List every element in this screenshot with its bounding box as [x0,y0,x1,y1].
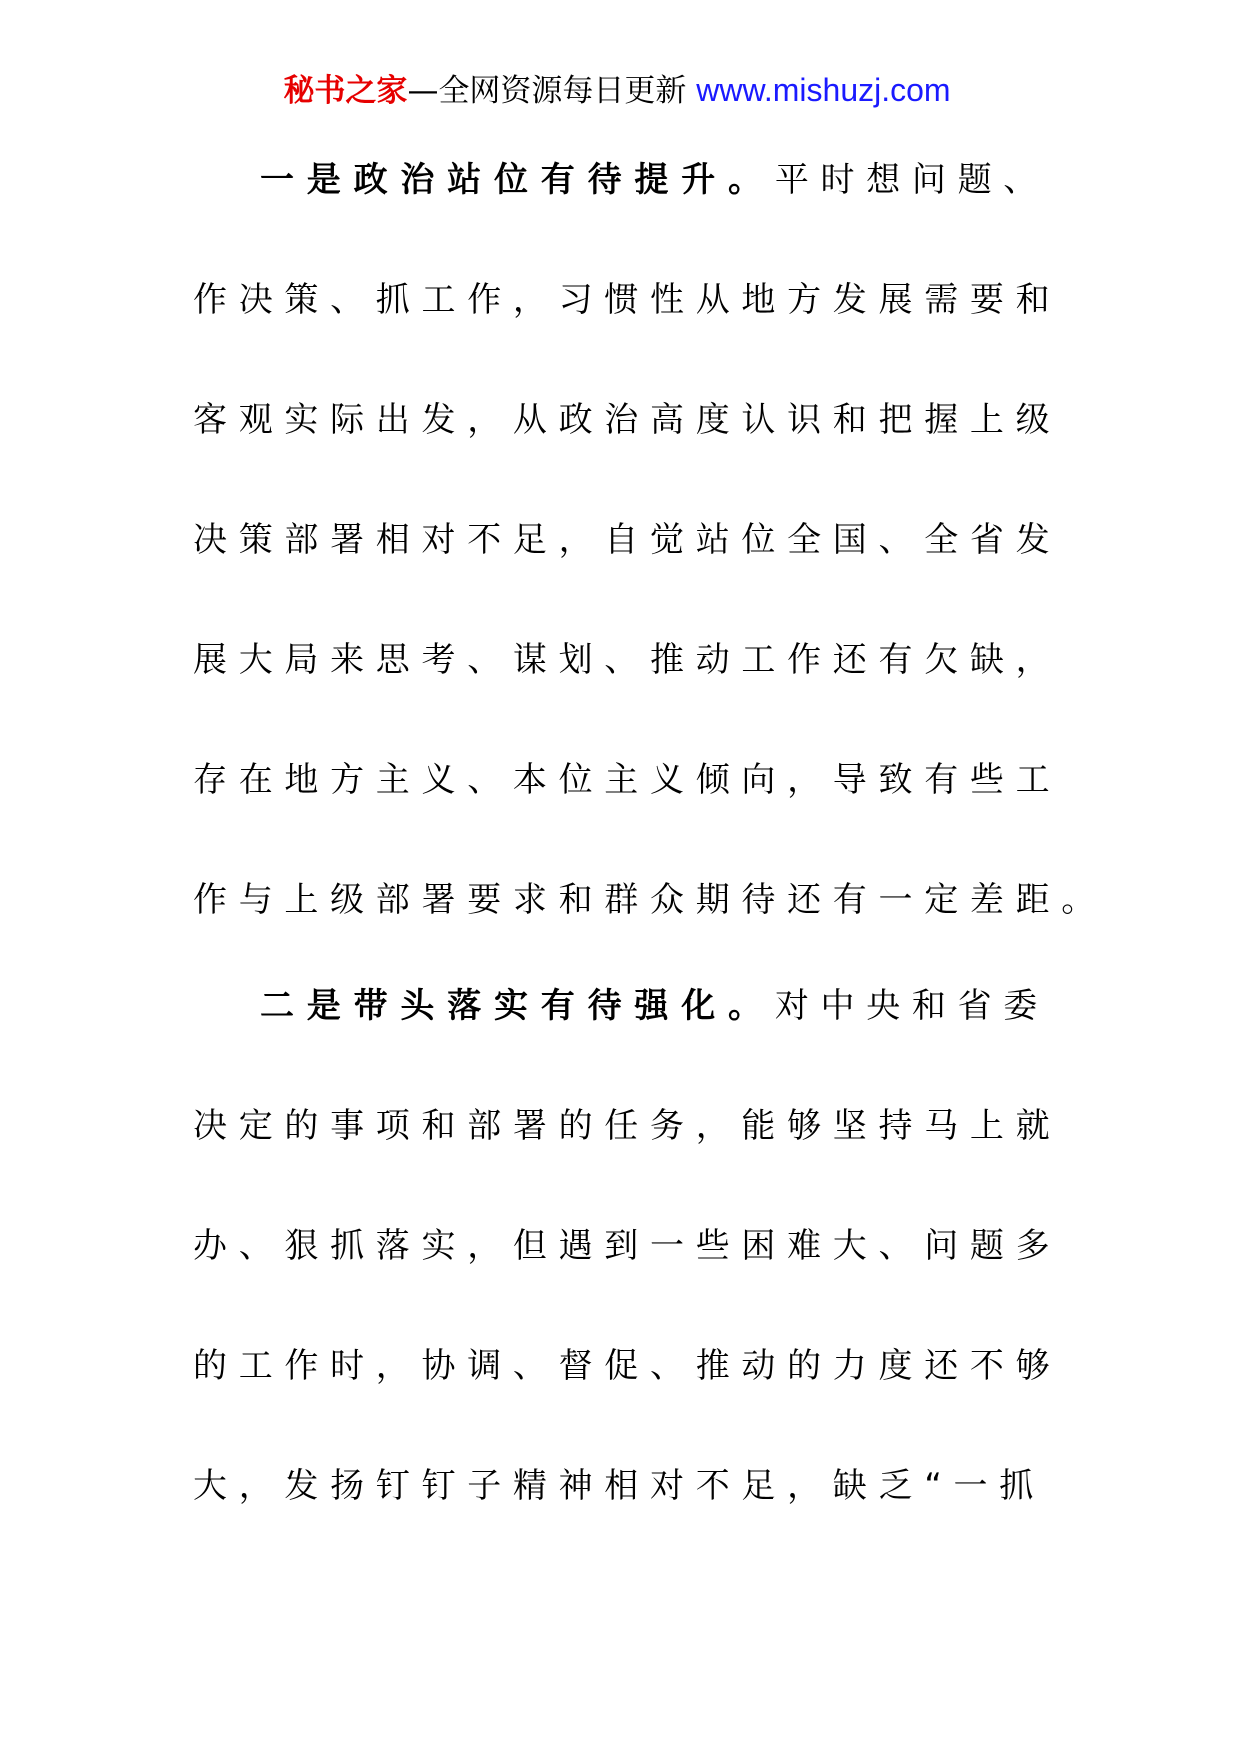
paragraph-2-line: 办、狠抓落实，但遇到一些困难大、问题多 [193,1226,1062,1266]
paragraph-1-line: 作与上级部署要求和群众期待还有一定差距。 [193,880,1107,920]
paragraph-2-heading: 二是带头落实有待强化。 [260,986,775,1026]
paragraph-2-line: 大，发扬钉钉子精神相对不足，缺乏“一抓 [193,1466,1045,1506]
paragraph-1-line: 展大局来思考、谋划、推动工作还有欠缺， [193,640,1062,680]
site-brand: 秘书之家 [283,73,408,109]
site-url-link[interactable]: www.mishuzj.com [696,72,951,108]
paragraph-1-line: 存在地方主义、本位主义倾向，导致有些工 [193,760,1062,800]
paragraph-2-line: 的工作时，协调、督促、推动的力度还不够 [193,1346,1062,1386]
site-header [0,70,1234,111]
paragraph-2-first-line [260,978,1049,1034]
paragraph-1-line: 决策部署相对不足，自觉站位全国、全省发 [193,520,1062,560]
paragraph-1-first-line-text: 平时想问题、 [774,160,1050,200]
paragraph-1-heading: 一是政治站位有待提升。 [260,160,775,200]
site-slogan: —全网资源每日更新 [407,73,697,109]
paragraph-1-first-line [260,152,1049,208]
paragraph-1-line: 客观实际出发，从政治高度认识和把握上级 [193,400,1062,440]
paragraph-1-line: 作决策、抓工作，习惯性从地方发展需要和 [193,280,1062,320]
paragraph-2-line: 决定的事项和部署的任务，能够坚持马上就 [193,1106,1062,1146]
paragraph-2-first-line-text: 对中央和省委 [774,986,1050,1026]
